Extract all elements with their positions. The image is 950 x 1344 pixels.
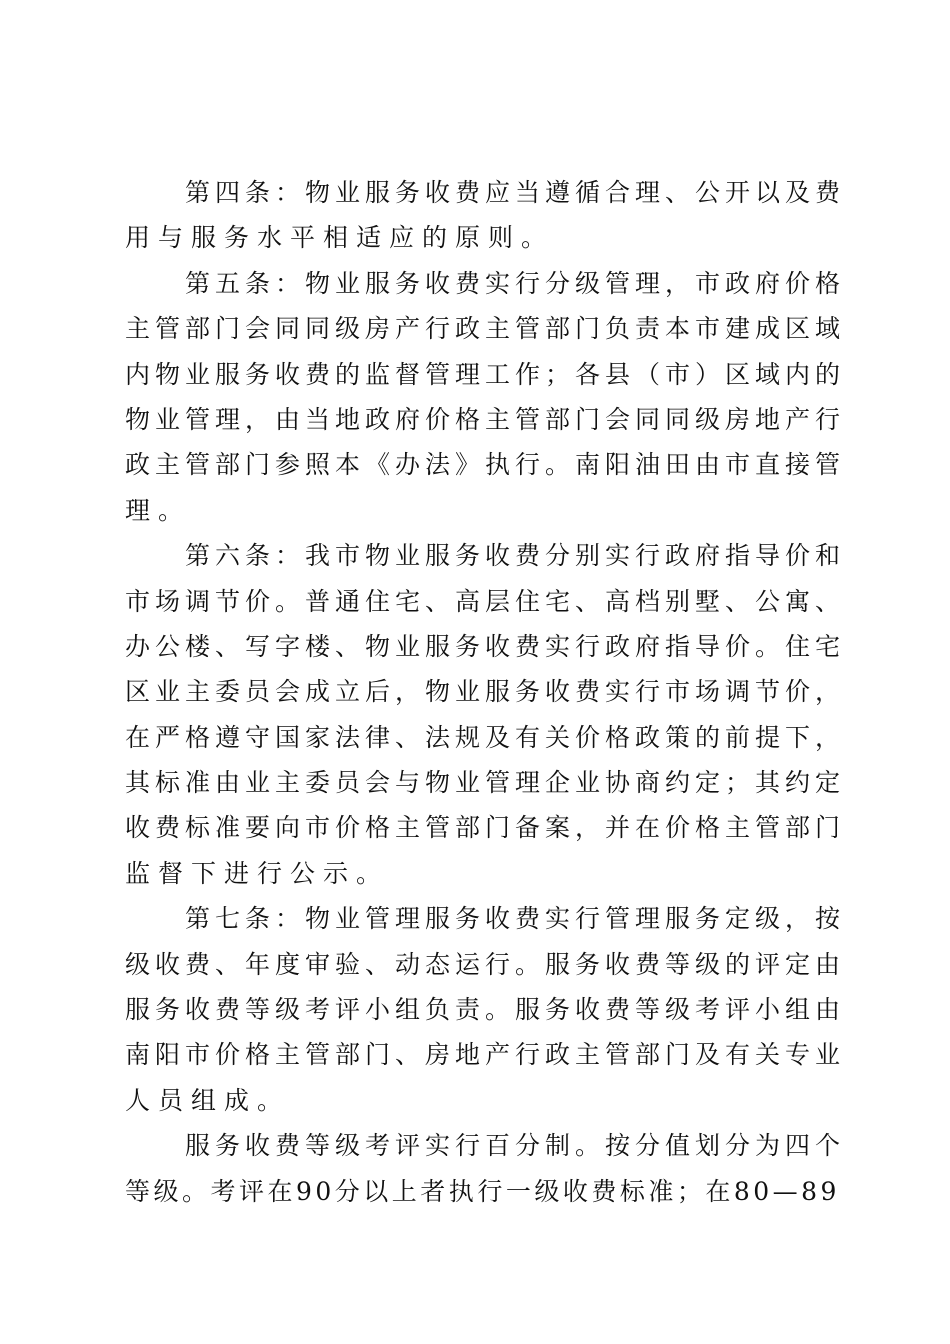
text-line: 办公楼、写字楼、物业服务收费实行政府指导价。住宅 (125, 631, 846, 661)
text-line: 服务收费等级考评小组负责。服务收费等级考评小组由 (125, 995, 846, 1025)
text-line: 理。 (125, 495, 192, 525)
text-line: 第四条：物业服务收费应当遵循合理、公开以及费 (185, 178, 846, 207)
text-line: 第六条：我市物业服务收费分别实行政府指导价和 (185, 541, 846, 571)
text-line: 收费标准要向市价格主管部门备案，并在价格主管部门 (125, 813, 846, 843)
text-line: 第七条：物业管理服务收费实行管理服务定级，按 (185, 904, 846, 934)
text-line: 人员组成。 (125, 1085, 291, 1115)
text-line: 用与服务水平相适应的原则。 (125, 223, 555, 253)
document-body (125, 170, 850, 1214)
text-line: 内物业服务收费的监督管理工作；各县（市）区域内的 (125, 359, 846, 389)
text-line: 主管部门会同同级房产行政主管部门负责本市建成区域 (125, 314, 846, 344)
text-line: 市场调节价。普通住宅、高层住宅、高档别墅、公寓、 (125, 586, 846, 616)
text-line: 南阳市价格主管部门、房地产行政主管部门及有关专业 (125, 1040, 846, 1070)
text-line: 在严格遵守国家法律、法规及有关价格政策的前提下， (125, 722, 846, 752)
text-line: 区业主委员会成立后，物业服务收费实行市场调节价， (125, 677, 846, 707)
text-line: 物业管理，由当地政府价格主管部门会同同级房地产行 (125, 404, 846, 434)
text-line: 其标准由业主委员会与物业管理企业协商约定；其约定 (125, 768, 846, 798)
text-line: 服务收费等级考评实行百分制。按分值划分为四个 (185, 1131, 846, 1161)
text-line: 级收费、年度审验、动态运行。服务收费等级的评定由 (125, 949, 846, 979)
text-line: 监督下进行公示。 (125, 858, 390, 888)
text-line: 第五条：物业服务收费实行分级管理，市政府价格 (185, 268, 846, 298)
text-line: 等级。考评在90分以上者执行一级收费标准；在80—89 (125, 1176, 840, 1206)
text-line: 政主管部门参照本《办法》执行。南阳油田由市直接管 (125, 450, 846, 480)
